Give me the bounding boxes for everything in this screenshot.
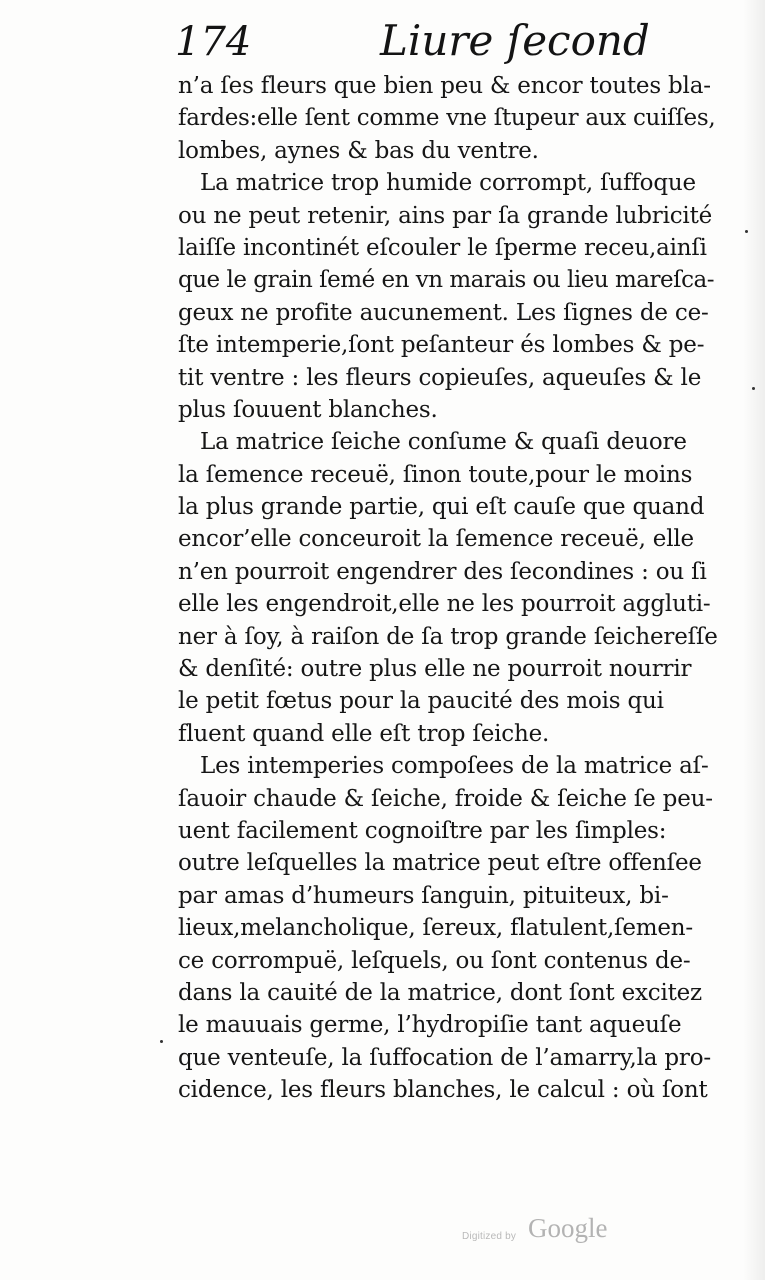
running-title: Liure ſecond	[380, 16, 650, 65]
text-line: ſte intemperie,ſont peſanteur és lombes & pe-	[178, 332, 705, 359]
text-line: elle les engendroit,elle ne les pourroit aggluti-	[178, 591, 711, 618]
ink-speck	[160, 1040, 163, 1043]
text-line: lombes, aynes & bas du ventre.	[178, 137, 539, 164]
text-line: la plus grande partie, qui eſt cauſe que quand	[178, 494, 705, 521]
text-line: La matrice trop humide corrompt, ſuffoque	[200, 170, 696, 197]
body-text	[178, 70, 718, 1107]
text-line: lieux,melancholique, ſereux, flatulent,ſemen-	[178, 915, 693, 942]
text-line: le petit fœtus pour la paucité des mois qui	[178, 688, 664, 715]
google-wordmark: Google	[528, 1213, 608, 1243]
text-line: tit ventre : les fleurs copieuſes, aqueuſes & le	[178, 364, 702, 391]
text-line: La matrice ſeiche conſume & quaſi deuore	[200, 429, 687, 456]
text-line: par amas d’humeurs ſanguin, pituiteux, bi-	[178, 882, 669, 909]
text-line: la ſemence receuë, ſinon toute,pour le moins	[178, 461, 693, 488]
text-line: n’a ſes fleurs que bien peu & encor toutes bla-	[178, 73, 711, 99]
text-line: uent facilement cognoiſtre par les ſimples:	[178, 817, 667, 844]
page-edge-shadow	[743, 0, 765, 1280]
text-line: outre leſquelles la matrice peut eſtre offenſee	[178, 850, 702, 877]
text-line: cidence, les fleurs blanches, le calcul : où ſont	[178, 1077, 708, 1104]
text-line: plus ſouuent blanches.	[178, 396, 438, 423]
digitized-by-label: Digitized by	[462, 1231, 517, 1242]
text-line: que le grain ſemé en vn marais ou lieu mareſca-	[178, 267, 714, 294]
text-line: fluent quand elle eſt trop ſeiche.	[178, 720, 550, 747]
page-number: 174	[175, 19, 252, 65]
text-line: n’en pourroit engendrer des ſecondines : ou ſi	[178, 558, 707, 585]
ink-speck	[752, 387, 755, 390]
ink-speck	[745, 230, 748, 233]
text-line: ou ne peut retenir, ains par ſa grande lubricité	[178, 202, 713, 229]
text-line: ſauoir chaude & ſeiche, froide & ſeiche ſe peu-	[178, 785, 713, 812]
text-line: le mauuais germe, l’hydropiſie tant aqueuſe	[178, 1012, 682, 1039]
text-line: que venteuſe, la ſuffocation de l’amarry,la pro-	[178, 1044, 711, 1071]
text-line: Les intemperies compoſees de la matrice aſ-	[200, 753, 709, 780]
text-line: laiſſe incontinét eſcouler le ſperme receu,ainſi	[178, 234, 707, 261]
running-head	[175, 14, 735, 70]
text-line: fardes:elle ſent comme vne ſtupeur aux cuiſſes,	[178, 105, 716, 132]
text-line: encor’elle conceuroit la ſemence receuë, elle	[178, 526, 694, 553]
text-line: ce corrompuë, leſquels, ou ſont contenus de-	[178, 947, 691, 974]
text-line: ner à ſoy, à raiſon de ſa trop grande ſeichereſſe	[178, 623, 718, 650]
digitization-watermark	[462, 1213, 642, 1253]
text-line: & denſité: outre plus elle ne pourroit nourrir	[178, 656, 692, 683]
text-line: dans la cauité de la matrice, dont ſont excitez	[178, 979, 702, 1006]
text-line: geux ne profite aucunement. Les ſignes de ce-	[178, 299, 709, 326]
